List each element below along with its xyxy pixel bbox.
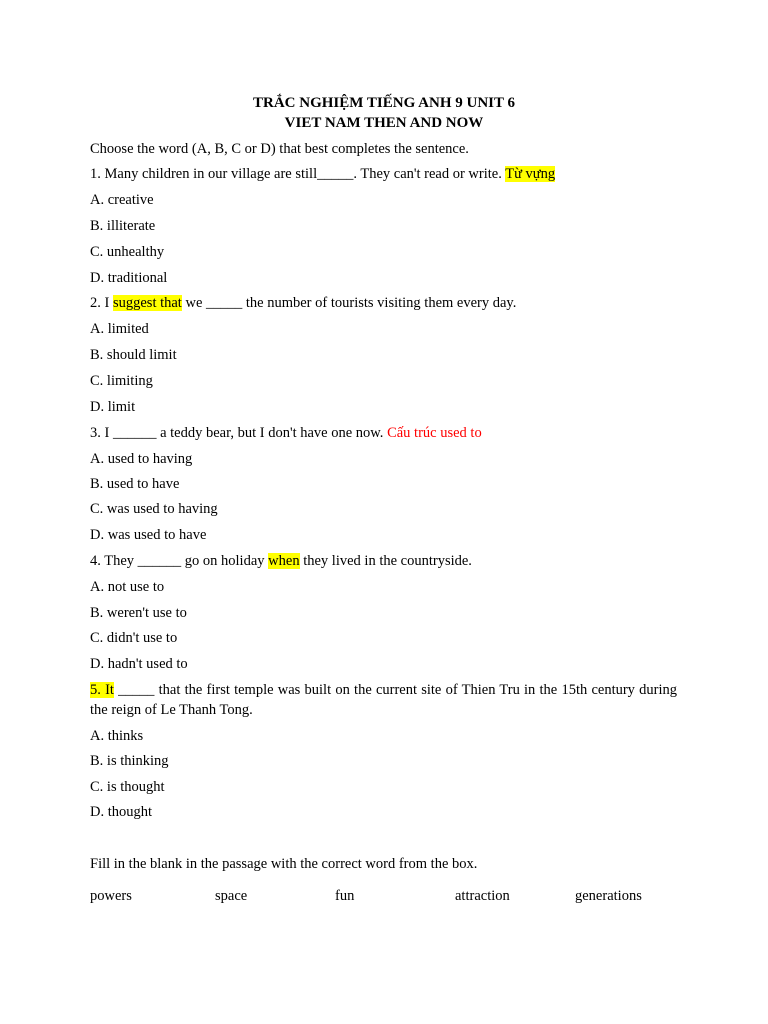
question-3-text: 3. I ______ a teddy bear, but I don't have one now.	[90, 425, 388, 441]
q5-option-d: D. thought	[90, 804, 153, 820]
title-line-2: VIET NAM THEN AND NOW	[284, 115, 484, 131]
q2-option-a: A. limited	[90, 321, 149, 337]
question-1-tag: Từ vựng	[505, 166, 556, 182]
question-4-pre: 4. They ______ go on holiday	[90, 553, 269, 569]
q5-option-c: C. is thought	[90, 779, 165, 795]
question-2-highlight: suggest that	[112, 295, 182, 311]
instruction-fill-in: Fill in the blank in the passage with the correct word from the box.	[90, 856, 478, 872]
word-box-item: generations	[575, 888, 642, 904]
q3-option-d: D. was used to have	[90, 527, 207, 543]
question-4-post: they lived in the countryside.	[299, 553, 472, 569]
q4-option-d: D. hadn't used to	[90, 656, 188, 672]
question-1	[90, 164, 555, 184]
title-line-1: TRẮC NGHIỆM TIẾNG ANH 9 UNIT 6	[253, 95, 515, 111]
word-box-item: space	[215, 888, 248, 904]
question-5-text: _____ that the first temple was built on the current site of Thien Tru in the 15th century during the reign of Le Thanh Tong.	[90, 682, 677, 718]
q1-option-a: A. creative	[90, 192, 154, 208]
question-2-post: we _____ the number of tourists visiting them every day.	[181, 295, 517, 311]
question-2	[90, 293, 516, 313]
q5-option-b: B. is thinking	[90, 753, 169, 769]
q4-option-c: C. didn't use to	[90, 630, 178, 646]
q1-option-d: D. traditional	[90, 270, 168, 286]
question-1-text: 1. Many children in our village are still_____. They can't read or write.	[90, 166, 506, 182]
question-2-pre: 2. I	[90, 295, 113, 311]
q2-option-b: B. should limit	[90, 347, 177, 363]
q3-option-b: B. used to have	[90, 476, 180, 492]
question-4-highlight: when	[268, 553, 300, 569]
word-box	[90, 886, 690, 906]
instruction-choose: Choose the word (A, B, C or D) that best completes the sentence.	[90, 141, 469, 157]
question-3	[90, 423, 482, 443]
q5-option-a: A. thinks	[90, 728, 144, 744]
q1-option-b: B. illiterate	[90, 218, 156, 234]
word-box-item: attraction	[455, 888, 510, 904]
q2-option-c: C. limiting	[90, 373, 153, 389]
question-5-highlight: 5. It	[90, 682, 114, 698]
q3-option-c: C. was used to having	[90, 501, 218, 517]
q4-option-a: A. not use to	[90, 579, 165, 595]
word-box-item: fun	[335, 888, 355, 904]
question-3-tag: Cấu trúc used to	[387, 425, 482, 441]
q2-option-d: D. limit	[90, 399, 136, 415]
question-4	[90, 551, 472, 571]
q3-option-a: A. used to having	[90, 451, 193, 467]
q4-option-b: B. weren't use to	[90, 605, 187, 621]
word-box-item: powers	[90, 888, 132, 904]
q1-option-c: C. unhealthy	[90, 244, 165, 260]
question-5	[90, 680, 677, 720]
